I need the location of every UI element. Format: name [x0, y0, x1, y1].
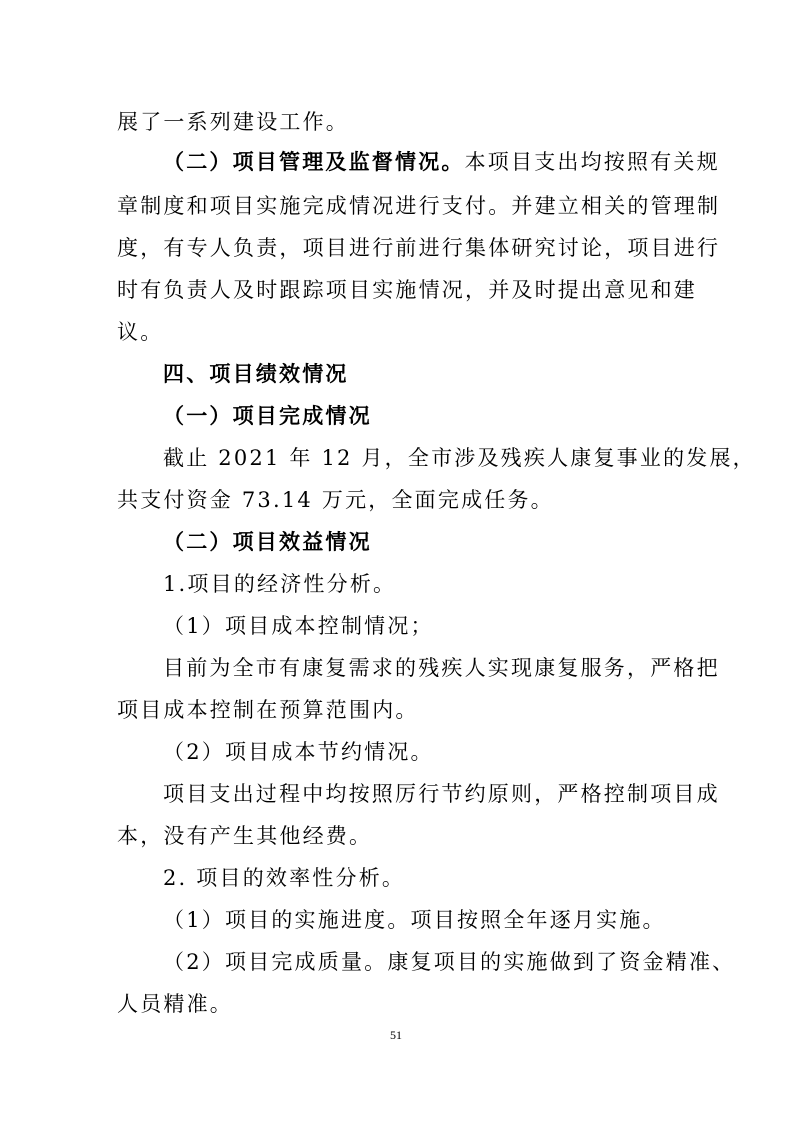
- paragraph-line: 项目成本控制在预算范围内。: [117, 698, 419, 722]
- paragraph-line: 展了一系列建设工作。: [117, 110, 349, 134]
- paragraph-line: 共支付资金 73.14 万元，全面完成任务。: [117, 488, 554, 512]
- paragraph-line: （2）项目完成质量。康复项目的实施做到了资金精准、: [163, 950, 736, 974]
- subsection-heading: （二）项目效益情况: [163, 529, 372, 554]
- paragraph-line: （2）项目成本节约情况。: [163, 740, 434, 764]
- paragraph-line: （1）项目的实施进度。项目按照全年逐月实施。: [163, 908, 666, 932]
- paragraph-line: 人员精准。: [117, 992, 233, 1016]
- page-number: 51: [390, 1028, 402, 1042]
- subsection-heading: （一）项目完成情况: [163, 403, 372, 428]
- paragraph-line: 议。: [117, 320, 164, 344]
- paragraph-line: （1）项目成本控制情况；: [163, 614, 434, 638]
- paragraph-line: 时有负责人及时跟踪项目实施情况，并及时提出意见和建: [117, 278, 697, 302]
- paragraph-line: 截止 2021 年 12 月，全市涉及残疾人康复事业的发展，: [163, 446, 756, 470]
- paragraph-line: 目前为全市有康复需求的残疾人实现康复服务，严格把: [163, 656, 720, 680]
- section-heading: 四、项目绩效情况: [163, 361, 349, 386]
- paragraph-line: 章制度和项目实施完成情况进行支付。并建立相关的管理制: [117, 194, 721, 218]
- paragraph-line: 本，没有产生其他经费。: [117, 824, 373, 848]
- paragraph-line: 2. 项目的效率性分析。: [163, 866, 406, 890]
- paragraph-line: [163, 149, 720, 174]
- inline-text: 本项目支出均按照有关规: [464, 150, 720, 174]
- paragraph-line: 度，有专人负责，项目进行前进行集体研究讨论，项目进行: [117, 236, 721, 260]
- paragraph-line: 项目支出过程中均按照厉行节约原则，严格控制项目成: [163, 782, 720, 806]
- paragraph-line: 1.项目的经济性分析。: [163, 572, 397, 596]
- inline-heading: （二）项目管理及监督情况。: [163, 149, 465, 174]
